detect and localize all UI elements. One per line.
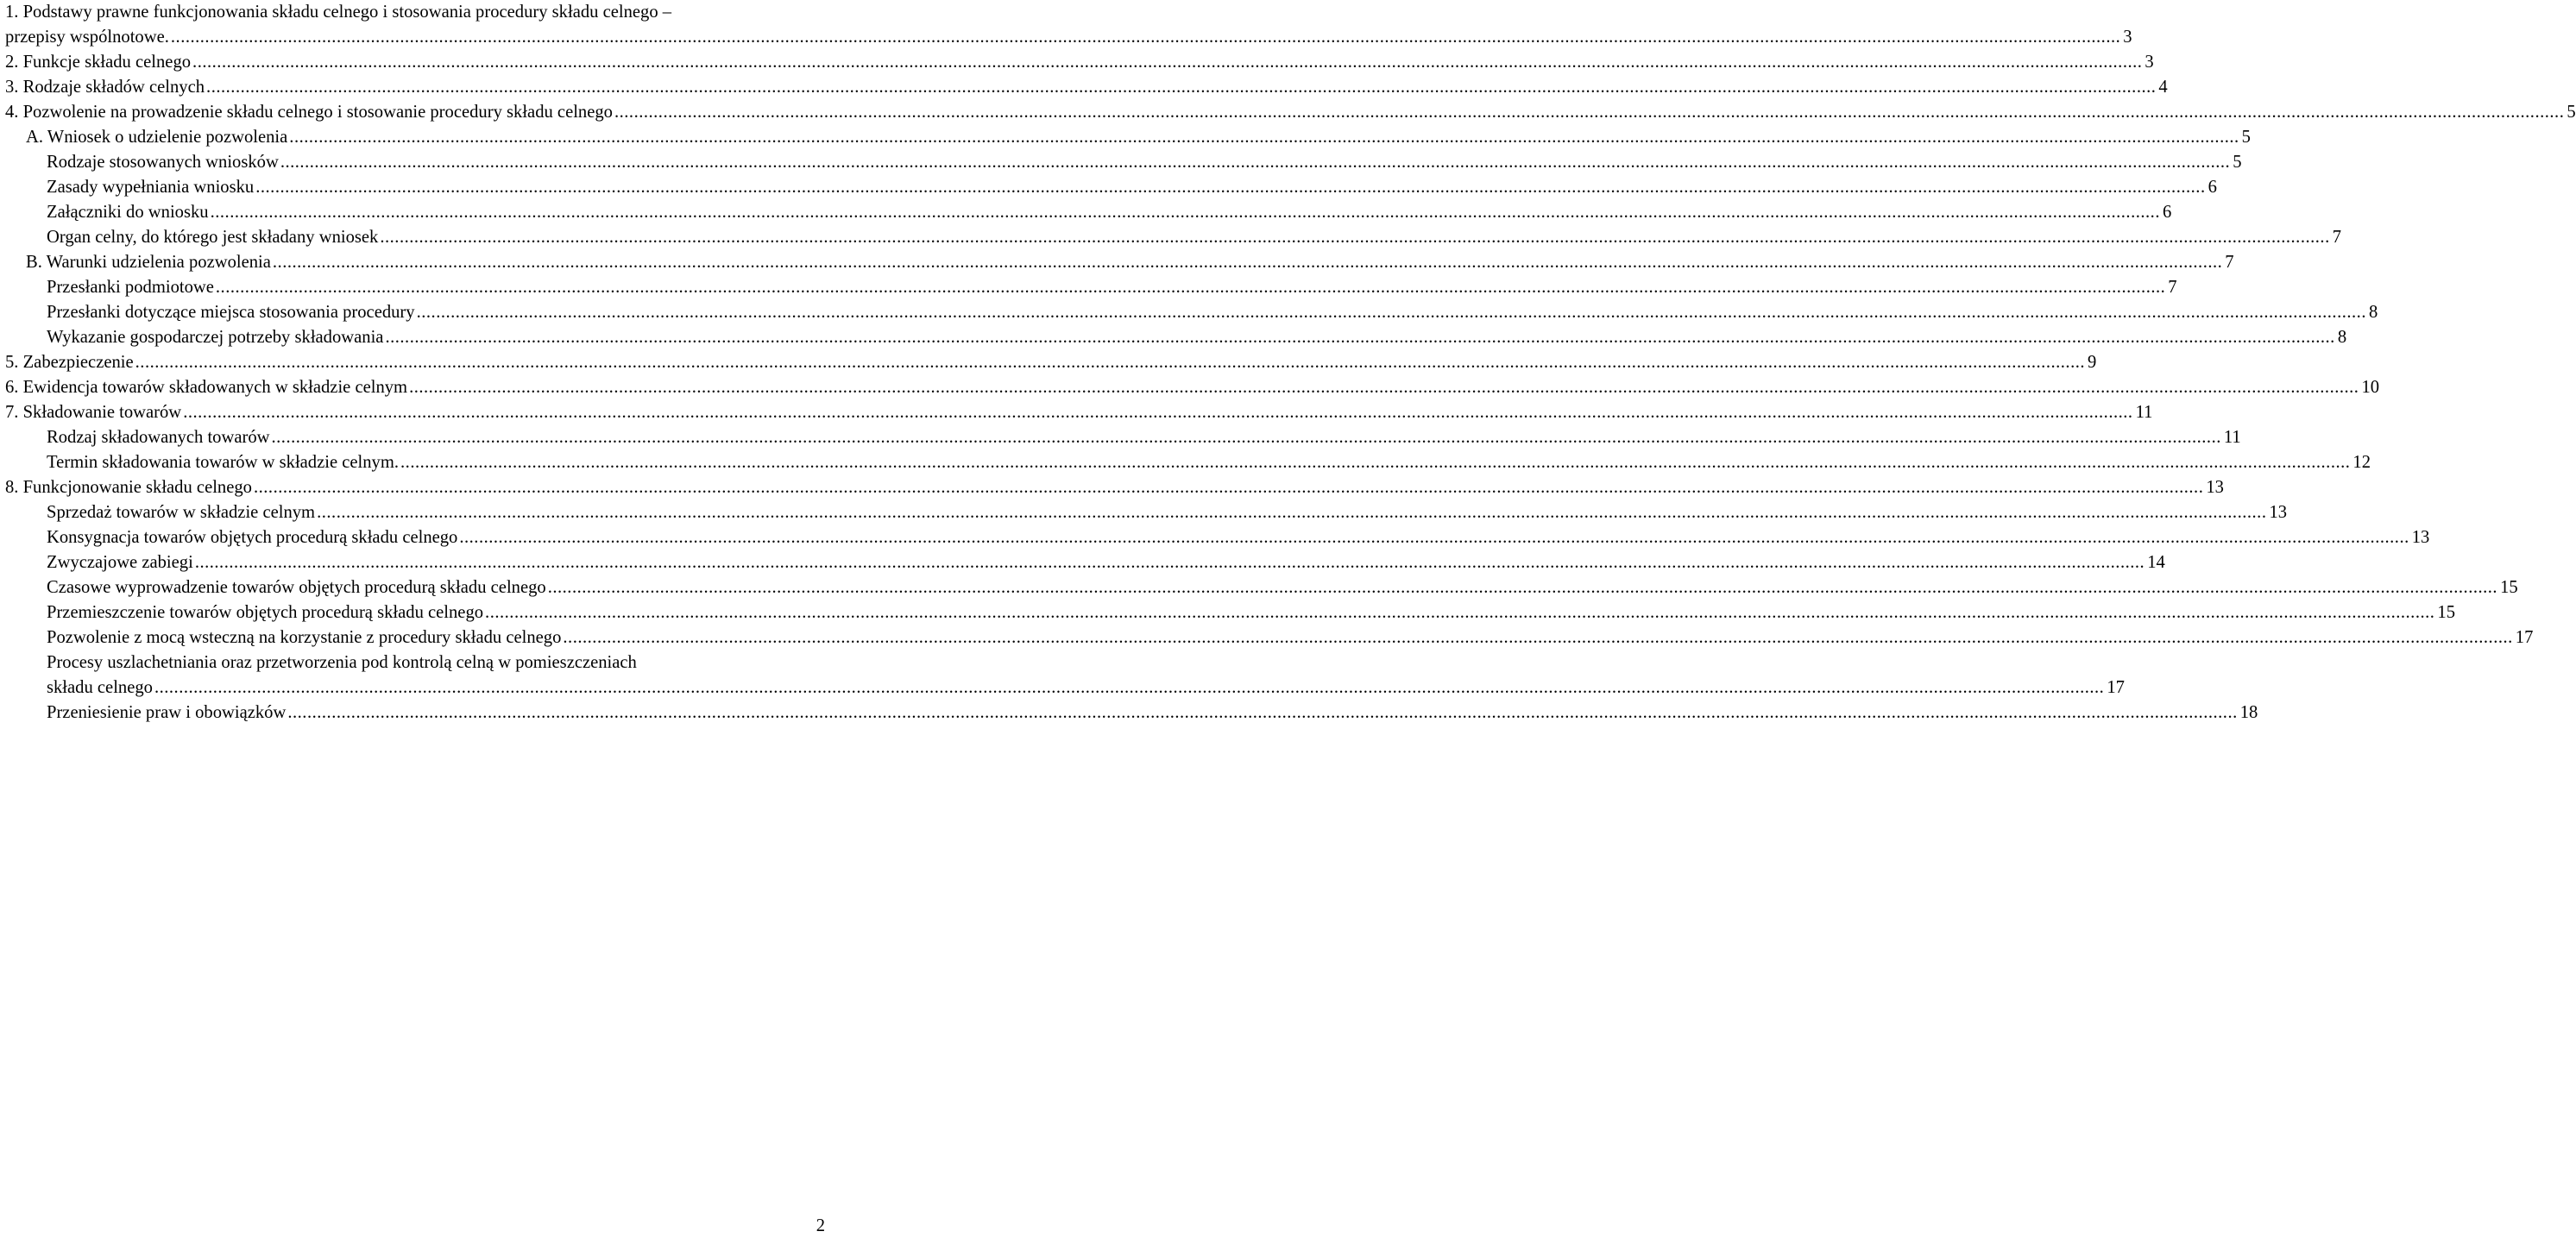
toc-entry-title: 2. Funkcje składu celnego bbox=[5, 53, 192, 72]
toc-entry[interactable] bbox=[5, 75, 2168, 100]
toc-entry-title: Przesłanki dotyczące miejsca stosowania procedury bbox=[47, 303, 415, 322]
toc-entry-title: Wykazanie gospodarczej potrzeby składowania bbox=[47, 328, 384, 347]
toc-entry[interactable] bbox=[5, 500, 2288, 525]
toc-entry-page: 15 bbox=[2437, 603, 2456, 622]
toc-entry-title: 6. Ewidencja towarów składowanych w składzie celnym bbox=[5, 378, 408, 397]
toc-entry-page: 12 bbox=[2352, 453, 2371, 472]
toc-entry[interactable] bbox=[5, 50, 2154, 75]
toc-entry[interactable] bbox=[5, 625, 2534, 650]
toc-entry-page: 7 bbox=[2225, 253, 2234, 272]
toc-entry-title: 4. Pozwolenie na prowadzenie składu celnego i stosowanie procedury składu celnego bbox=[5, 103, 613, 122]
toc-leader-dots: ................................................................................................................................................................................................................................................................................................................................................................................................................ bbox=[253, 478, 2204, 497]
toc-entry-title: 8. Funkcjonowanie składu celnego bbox=[5, 478, 252, 497]
toc-entry-page: 6 bbox=[2208, 178, 2217, 197]
toc-entry-page: 5 bbox=[2233, 153, 2242, 172]
toc-entry[interactable] bbox=[5, 600, 2456, 625]
toc-entry[interactable] bbox=[5, 400, 2153, 425]
toc-entry-page: 6 bbox=[2162, 203, 2172, 222]
toc-leader-dots: ................................................................................................................................................................................................................................................................................................................................................................................................................ bbox=[287, 703, 2238, 722]
toc-entry-page: 9 bbox=[2088, 353, 2097, 372]
toc-entry-title: Termin składowania towarów w składzie celnym. bbox=[47, 453, 400, 472]
toc-entry-title: Zasady wypełniania wniosku bbox=[47, 178, 255, 197]
toc-leader-dots: ................................................................................................................................................................................................................................................................................................................................................................................................................ bbox=[385, 328, 2335, 347]
toc-entry[interactable] bbox=[5, 475, 2224, 500]
toc-entry-title: przepisy wspólnotowe. bbox=[5, 28, 169, 47]
toc-entry-page: 17 bbox=[2107, 678, 2125, 697]
toc-entry-page: 11 bbox=[2223, 428, 2241, 447]
toc-entry-page: 7 bbox=[2168, 278, 2177, 297]
toc-leader-dots: ................................................................................................................................................................................................................................................................................................................................................................................................................ bbox=[194, 553, 2145, 572]
toc-entry-page: 4 bbox=[2158, 78, 2168, 97]
toc-leader-dots: ................................................................................................................................................................................................................................................................................................................................................................................................................ bbox=[317, 503, 2267, 522]
toc-entry-page: 10 bbox=[2361, 378, 2380, 397]
toc-entry-title: Organ celny, do którego jest składany wniosek bbox=[47, 228, 379, 247]
toc-entry-title: Załączniki do wniosku bbox=[47, 203, 209, 222]
toc-entry-page: 5 bbox=[2567, 103, 2576, 122]
toc-entry-page: 14 bbox=[2147, 553, 2165, 572]
toc-entry[interactable] bbox=[5, 250, 2234, 275]
toc-leader-dots: ................................................................................................................................................................................................................................................................................................................................................................................................................ bbox=[614, 103, 2565, 122]
toc-leader-dots: ................................................................................................................................................................................................................................................................................................................................................................................................................ bbox=[485, 603, 2435, 622]
toc-entry[interactable] bbox=[5, 425, 2241, 450]
toc-entry-page: 17 bbox=[2515, 628, 2534, 647]
toc-entry[interactable] bbox=[5, 150, 2242, 175]
toc-entry-page: 5 bbox=[2241, 128, 2251, 147]
toc-entry-title: 3. Rodzaje składów celnych bbox=[5, 78, 205, 97]
toc-leader-dots: ................................................................................................................................................................................................................................................................................................................................................................................................................ bbox=[416, 303, 2366, 322]
toc-entry[interactable] bbox=[5, 100, 2576, 125]
toc-leader-dots: ................................................................................................................................................................................................................................................................................................................................................................................................................ bbox=[154, 678, 2105, 697]
toc-entry-title-line1: Procesy uszlachetniania oraz przetworzenia pod kontrolą celną w pomieszczeniach bbox=[47, 653, 637, 672]
toc-entry-title: 5. Zabezpieczenie bbox=[5, 353, 134, 372]
toc-entry-page: 3 bbox=[2123, 28, 2132, 47]
toc-leader-dots: ................................................................................................................................................................................................................................................................................................................................................................................................................ bbox=[183, 403, 2133, 422]
toc-entry-title: Rodzaje stosowanych wniosków bbox=[47, 153, 279, 172]
toc-entry-page: 8 bbox=[2337, 328, 2347, 347]
toc-entry[interactable] bbox=[5, 350, 2097, 375]
toc-entry-title: A. Wniosek o udzielenie pozwolenia bbox=[26, 128, 288, 147]
toc-leader-dots: ................................................................................................................................................................................................................................................................................................................................................................................................................ bbox=[192, 53, 2143, 72]
toc-entry-page: 8 bbox=[2368, 303, 2378, 322]
toc-leader-dots: ................................................................................................................................................................................................................................................................................................................................................................................................................ bbox=[206, 78, 2157, 97]
toc-entry-title: Sprzedaż towarów w składzie celnym bbox=[47, 503, 316, 522]
toc-entry[interactable] bbox=[5, 550, 2165, 575]
toc-entry[interactable] bbox=[5, 525, 2430, 550]
toc-entry-title: Przesłanki podmiotowe bbox=[47, 278, 214, 297]
toc-entry[interactable] bbox=[5, 300, 2378, 325]
toc-leader-dots: ................................................................................................................................................................................................................................................................................................................................................................................................................ bbox=[170, 28, 2121, 47]
toc-entry[interactable] bbox=[5, 701, 2258, 726]
toc-leader-dots: ................................................................................................................................................................................................................................................................................................................................................................................................................ bbox=[215, 278, 2166, 297]
toc-entry[interactable] bbox=[5, 125, 2251, 150]
toc-leader-dots: ................................................................................................................................................................................................................................................................................................................................................................................................................ bbox=[210, 203, 2160, 222]
toc-entry-page: 7 bbox=[2332, 228, 2342, 247]
toc-entry-title: B. Warunki udzielenia pozwolenia bbox=[26, 253, 271, 272]
toc-entry-title-line1: 1. Podstawy prawne funkcjonowania składu celnego i stosowania procedury składu celnego – bbox=[5, 3, 672, 22]
toc-leader-dots: ................................................................................................................................................................................................................................................................................................................................................................................................................ bbox=[271, 428, 2221, 447]
toc-leader-dots: ................................................................................................................................................................................................................................................................................................................................................................................................................ bbox=[255, 178, 2206, 197]
toc-leader-dots: ................................................................................................................................................................................................................................................................................................................................................................................................................ bbox=[289, 128, 2239, 147]
toc-entry[interactable] bbox=[5, 225, 2342, 250]
toc-leader-dots: ................................................................................................................................................................................................................................................................................................................................................................................................................ bbox=[563, 628, 2513, 647]
toc-leader-dots: ................................................................................................................................................................................................................................................................................................................................................................................................................ bbox=[135, 353, 2086, 372]
toc-leader-dots: ................................................................................................................................................................................................................................................................................................................................................................................................................ bbox=[409, 378, 2359, 397]
toc-entry[interactable] bbox=[5, 175, 2217, 200]
toc-entry-title: Przemieszczenie towarów objętych procedurą składu celnego bbox=[47, 603, 484, 622]
toc-entry[interactable] bbox=[5, 275, 2177, 300]
toc-entry-title: Czasowe wyprowadzenie towarów objętych procedurą składu celnego bbox=[47, 578, 546, 597]
toc-entry[interactable] bbox=[5, 375, 2380, 400]
toc-entry[interactable] bbox=[5, 0, 2132, 50]
toc-entry-title: składu celnego bbox=[47, 678, 153, 697]
toc-entry-page: 3 bbox=[2145, 53, 2154, 72]
toc-entry-page: 11 bbox=[2135, 403, 2153, 422]
toc-entry-title: Przeniesienie praw i obowiązków bbox=[47, 703, 287, 722]
toc-entry[interactable] bbox=[5, 575, 2518, 600]
toc-entry-page: 13 bbox=[2411, 528, 2430, 547]
toc-entry-page: 18 bbox=[2239, 703, 2258, 722]
toc-entry[interactable] bbox=[5, 450, 2371, 475]
toc-leader-dots: ................................................................................................................................................................................................................................................................................................................................................................................................................ bbox=[280, 153, 2231, 172]
toc-entry-title: Pozwolenie z mocą wsteczną na korzystanie z procedury składu celnego bbox=[47, 628, 562, 647]
toc-entry-title: Rodzaj składowanych towarów bbox=[47, 428, 270, 447]
toc-entry-page: 15 bbox=[2500, 578, 2518, 597]
toc-entry[interactable] bbox=[5, 650, 2125, 701]
toc-entry-title: Konsygnacja towarów objętych procedurą składu celnego bbox=[47, 528, 458, 547]
toc-leader-dots: ................................................................................................................................................................................................................................................................................................................................................................................................................ bbox=[400, 453, 2351, 472]
toc-leader-dots: ................................................................................................................................................................................................................................................................................................................................................................................................................ bbox=[547, 578, 2498, 597]
page-number: 2 bbox=[816, 1216, 825, 1235]
toc-entry[interactable] bbox=[5, 325, 2347, 350]
toc-leader-dots: ................................................................................................................................................................................................................................................................................................................................................................................................................ bbox=[459, 528, 2409, 547]
toc-entry-page: 13 bbox=[2269, 503, 2288, 522]
table-of-contents bbox=[5, 0, 2576, 726]
toc-entry-title: Zwyczajowe zabiegi bbox=[47, 553, 193, 572]
toc-entry-title: 7. Składowanie towarów bbox=[5, 403, 182, 422]
toc-leader-dots: ................................................................................................................................................................................................................................................................................................................................................................................................................ bbox=[272, 253, 2223, 272]
toc-entry[interactable] bbox=[5, 200, 2172, 225]
toc-leader-dots: ................................................................................................................................................................................................................................................................................................................................................................................................................ bbox=[380, 228, 2330, 247]
toc-entry-page: 13 bbox=[2206, 478, 2224, 497]
